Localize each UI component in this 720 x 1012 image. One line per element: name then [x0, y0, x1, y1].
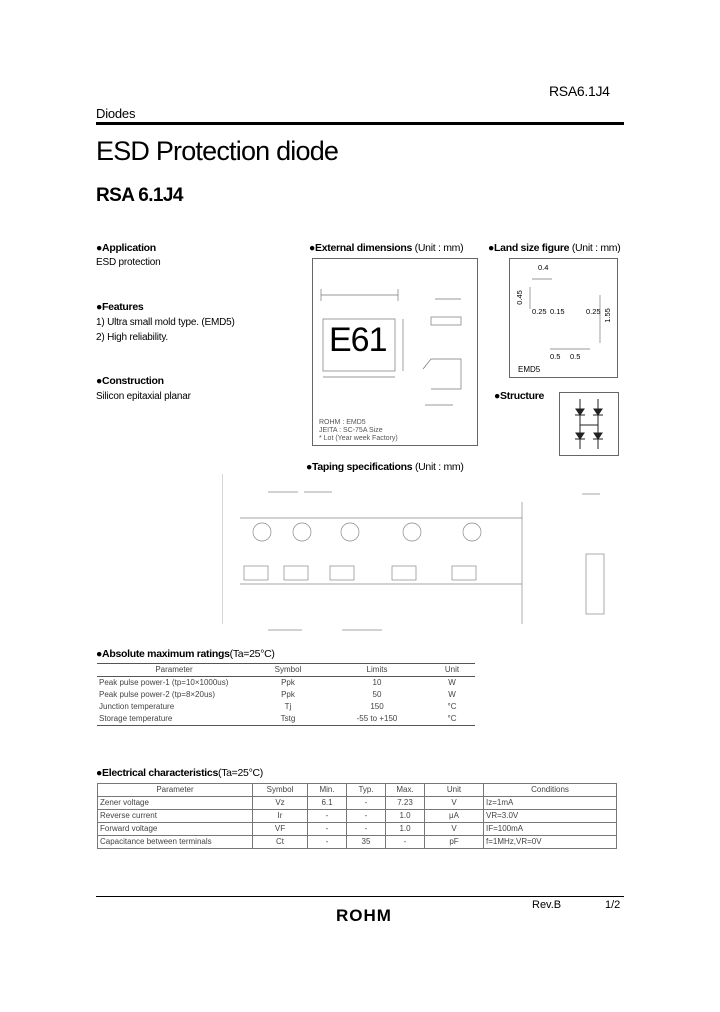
- cell-unit: pF: [425, 836, 484, 849]
- header-part-number: RSA6.1J4: [549, 83, 610, 99]
- cell-max: 1.0: [386, 823, 425, 836]
- diode-schematic-drawing: [560, 393, 618, 455]
- cell-min: -: [308, 810, 347, 823]
- cell-max: -: [386, 836, 425, 849]
- cell-parameter: Zener voltage: [98, 797, 253, 810]
- table-row: [98, 823, 617, 836]
- taping-heading: ●Taping specifications (Unit : mm): [306, 461, 464, 473]
- cell-symbol: Ppk: [281, 678, 295, 687]
- cell-parameter: Junction temperature: [99, 702, 175, 711]
- tape-reel-drawing: [222, 474, 622, 642]
- cell-conditions: VR=3.0V: [484, 810, 617, 823]
- cell-max: 7.23: [386, 797, 425, 810]
- package-note-lot: * Lot (Year week Factory): [319, 435, 398, 442]
- land-size-heading: ●Land size figure (Unit : mm): [488, 242, 621, 254]
- col-unit: Unit: [425, 784, 484, 797]
- land-dim-0-5-a: 0.5: [550, 352, 561, 361]
- table-row: [98, 810, 617, 823]
- part-subtitle: RSA 6.1J4: [96, 185, 183, 206]
- cell-max: 1.0: [386, 810, 425, 823]
- cell-typ: -: [347, 823, 386, 836]
- construction-text: Silicon epitaxial planar: [96, 391, 191, 402]
- col-limits: Limits: [325, 664, 429, 677]
- structure-heading: ●Structure: [494, 390, 545, 402]
- cell-symbol: Ct: [253, 836, 308, 849]
- land-pattern-drawing: [510, 259, 617, 377]
- cell-symbol: Tj: [284, 702, 292, 711]
- abs-max-header-row: [97, 664, 475, 677]
- construction-heading: ●Construction: [96, 375, 164, 387]
- cell-symbol: Ir: [253, 810, 308, 823]
- land-package-label: EMD5: [518, 365, 541, 374]
- abs-max-table: [97, 663, 475, 726]
- cell-unit: V: [425, 797, 484, 810]
- revision-label: Rev.B: [532, 899, 562, 911]
- header-rule: [96, 122, 624, 125]
- cell-min: -: [308, 823, 347, 836]
- cell-unit: μA: [425, 810, 484, 823]
- application-text: ESD protection: [96, 257, 161, 268]
- cell-conditions: f=1MHz,VR=0V: [484, 836, 617, 849]
- col-parameter: Parameter: [98, 784, 253, 797]
- feature-item-2: 2) High reliability.: [96, 332, 168, 343]
- land-dim-0-45: 0.45: [514, 290, 524, 305]
- page-title: ESD Protection diode: [96, 136, 339, 166]
- cell-parameter: Reverse current: [98, 810, 253, 823]
- electrical-table: [97, 783, 617, 849]
- col-conditions: Conditions: [484, 784, 617, 797]
- table-row: [97, 689, 475, 701]
- package-note-rohm: ROHM : EMD5: [319, 419, 366, 426]
- land-dim-0-4: 0.4: [538, 263, 549, 272]
- table-row: [97, 701, 475, 713]
- cell-symbol: Ppk: [281, 690, 295, 699]
- col-parameter: Parameter: [97, 664, 251, 677]
- application-heading: ●Application: [96, 242, 156, 254]
- external-dimensions-heading: ●External dimensions (Unit : mm): [309, 242, 464, 254]
- package-note-jeita: JEITA : SC-75A Size: [319, 427, 383, 434]
- land-dim-1-55: 1.55: [602, 308, 612, 323]
- table-row: [98, 797, 617, 810]
- cell-unit: °C: [447, 702, 457, 711]
- cell-typ: -: [347, 810, 386, 823]
- page-number: 1/2: [605, 899, 621, 911]
- col-symbol: Symbol: [253, 784, 308, 797]
- cell-parameter: Forward voltage: [98, 823, 253, 836]
- cell-symbol: Vz: [253, 797, 308, 810]
- cell-typ: -: [347, 797, 386, 810]
- land-dim-0-25-b: 0.25: [586, 307, 601, 316]
- cell-parameter: Peak pulse power-2 (tp=8×20us): [99, 690, 216, 699]
- cell-conditions: Iz=1mA: [484, 797, 617, 810]
- cell-parameter: Storage temperature: [97, 713, 251, 726]
- col-typ: Typ.: [347, 784, 386, 797]
- electrical-header-row: [98, 784, 617, 797]
- land-size-figure: [509, 258, 618, 378]
- cell-symbol: VF: [253, 823, 308, 836]
- features-heading: ●Features: [96, 301, 144, 313]
- table-row: [97, 677, 475, 690]
- cell-limits: 150: [370, 702, 384, 711]
- col-max: Max.: [386, 784, 425, 797]
- cell-min: 6.1: [308, 797, 347, 810]
- col-unit: Unit: [429, 664, 475, 677]
- rohm-logo-mark: [333, 906, 395, 924]
- cell-unit: W: [448, 690, 456, 699]
- cell-unit: W: [448, 678, 456, 687]
- electrical-heading: ●Electrical characteristics(Ta=25°C): [96, 767, 263, 779]
- table-row: [97, 713, 475, 726]
- structure-figure: [559, 392, 619, 456]
- cell-conditions: IF=100mA: [484, 823, 617, 836]
- taping-figure: [222, 474, 622, 642]
- footer-rule: [96, 896, 624, 897]
- col-symbol: Symbol: [251, 664, 325, 677]
- cell-limits: -55 to +150: [325, 713, 429, 726]
- rohm-logo: [333, 906, 395, 924]
- cell-limits: 50: [372, 690, 382, 699]
- abs-max-heading: ●Absolute maximum ratings(Ta=25°C): [96, 648, 275, 660]
- feature-item-1: 1) Ultra small mold type. (EMD5): [96, 317, 235, 328]
- cell-parameter: Peak pulse power-1 (tp=10×1000us): [99, 678, 229, 687]
- marking-text: E61: [329, 321, 387, 359]
- cell-parameter: Capacitance between terminals: [98, 836, 253, 849]
- cell-unit: V: [425, 823, 484, 836]
- rohm-logo-text: ROHM: [336, 906, 392, 924]
- col-min: Min.: [308, 784, 347, 797]
- land-dim-0-15: 0.15: [550, 307, 565, 316]
- cell-unit: °C: [429, 713, 475, 726]
- category-label: Diodes: [96, 106, 136, 121]
- cell-typ: 35: [347, 836, 386, 849]
- land-dim-0-25-a: 0.25: [532, 307, 547, 316]
- cell-min: -: [308, 836, 347, 849]
- cell-symbol: Tstg: [251, 713, 325, 726]
- external-dimensions-figure: [312, 258, 478, 446]
- land-dim-0-5-b: 0.5: [570, 352, 581, 361]
- table-row: [98, 836, 617, 849]
- cell-limits: 10: [372, 678, 382, 687]
